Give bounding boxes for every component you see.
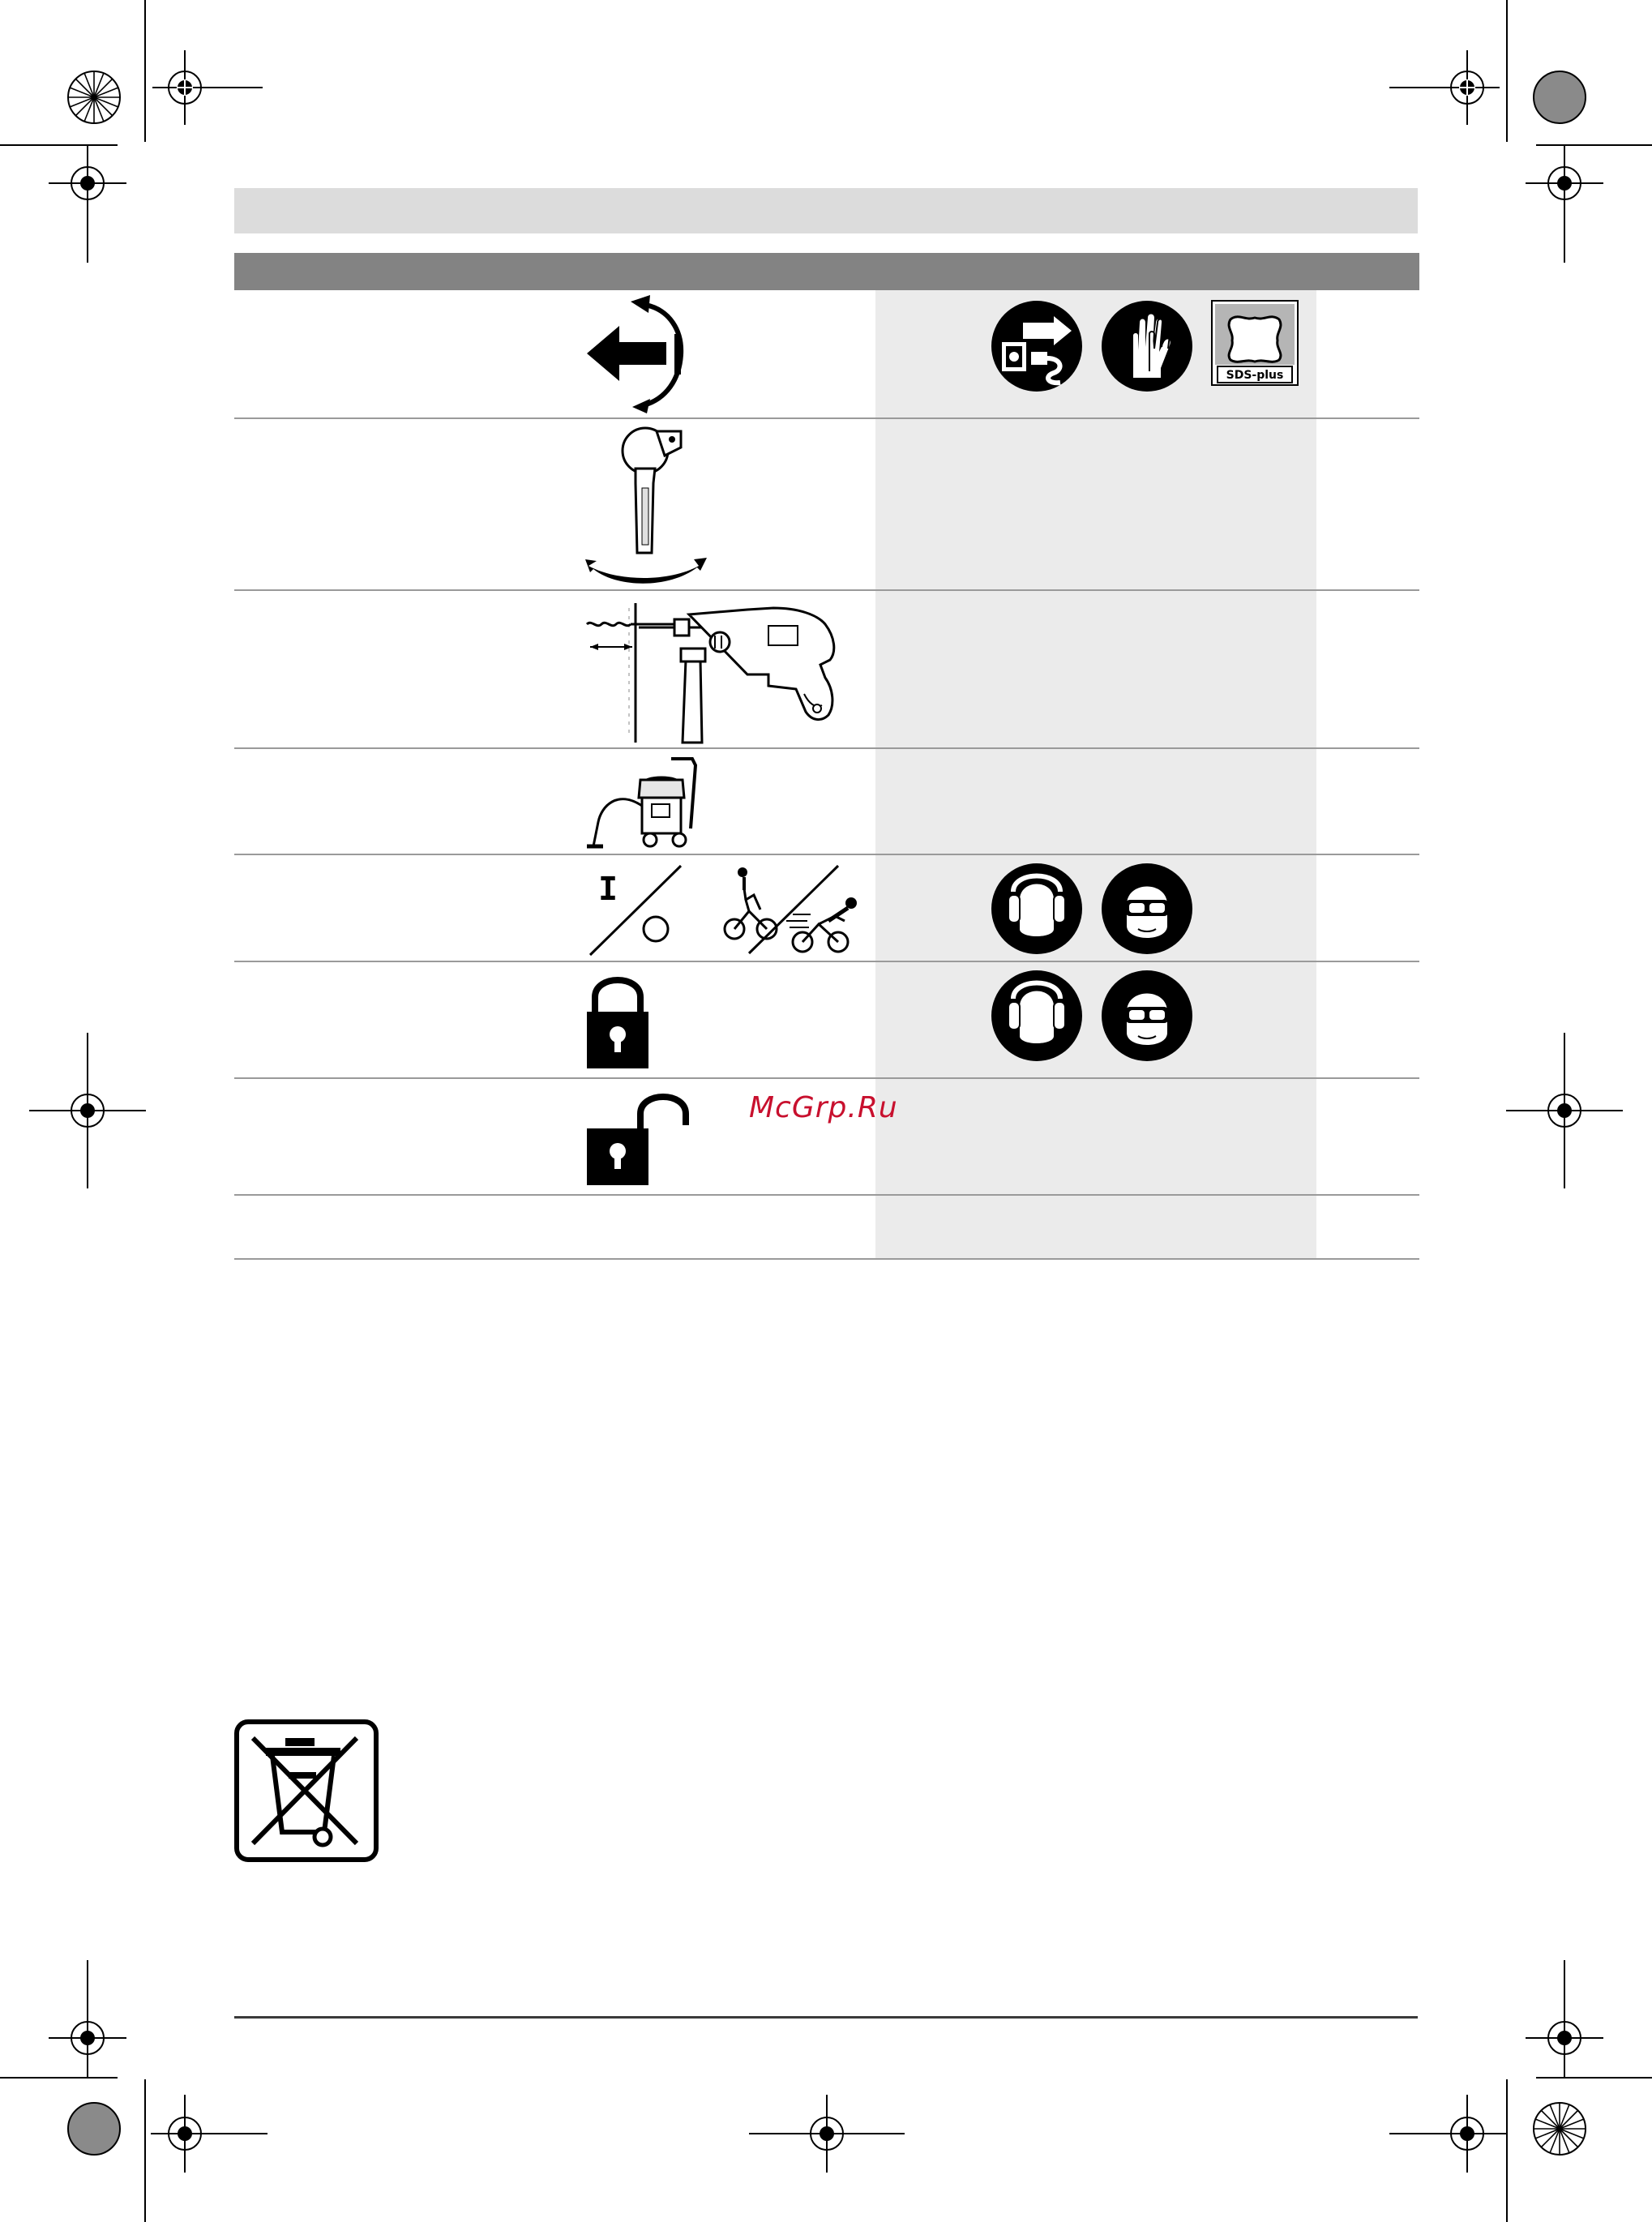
row-divider [234, 417, 1419, 419]
registration-target-icon [49, 146, 126, 263]
eye-protection-icon [1101, 970, 1193, 1062]
registration-target-icon [29, 1033, 146, 1188]
on-off-icon [585, 863, 683, 958]
padlock-closed-icon [585, 970, 650, 1070]
row-divider [234, 961, 1419, 962]
unplug-icon [991, 300, 1083, 392]
starburst-target-icon [1530, 2100, 1589, 2158]
row-divider [234, 1194, 1419, 1196]
registration-target-icon [1526, 1960, 1603, 2077]
row-divider [234, 854, 1419, 855]
speed-slow-fast-icon [708, 863, 871, 958]
registration-target-icon [1526, 146, 1603, 263]
table-title-band [234, 253, 1419, 290]
registration-target-icon [1389, 50, 1506, 125]
row-divider [234, 1077, 1419, 1079]
sds-plus-icon [1211, 300, 1299, 386]
wear-gloves-icon [1101, 300, 1193, 392]
registration-target-icon [1506, 1033, 1623, 1188]
ear-protection-icon [991, 970, 1083, 1062]
ear-protection-icon [991, 863, 1083, 955]
vacuum-cleaner-icon [585, 757, 707, 851]
registration-target-icon [151, 2095, 267, 2173]
weee-disposal-icon [233, 1719, 379, 1863]
eye-protection-icon [1101, 863, 1193, 955]
registration-target-icon [49, 1960, 126, 2077]
switch-on-label: I [597, 871, 618, 908]
header-band [234, 188, 1418, 233]
auxiliary-handle-icon [585, 423, 707, 584]
row-divider [234, 747, 1419, 749]
registration-target-icon [1389, 2095, 1506, 2173]
row-divider [234, 589, 1419, 591]
hammer-drill-depth-stop-icon [585, 600, 845, 746]
registration-target-icon [152, 50, 269, 125]
footer-rule [234, 2016, 1418, 2019]
padlock-open-icon [585, 1086, 699, 1187]
pictogram-column [875, 290, 1316, 1258]
watermark-text: McGrp.Ru [749, 1091, 898, 1124]
registration-target-icon [749, 2095, 905, 2173]
gray-target-icon [1530, 68, 1589, 126]
gray-target-icon [65, 2100, 123, 2158]
starburst-target-icon [65, 68, 123, 126]
rotate-insert-arrow-icon [585, 298, 695, 412]
sds-plus-label: SDS-plus [1226, 369, 1284, 382]
row-divider [234, 1258, 1419, 1260]
